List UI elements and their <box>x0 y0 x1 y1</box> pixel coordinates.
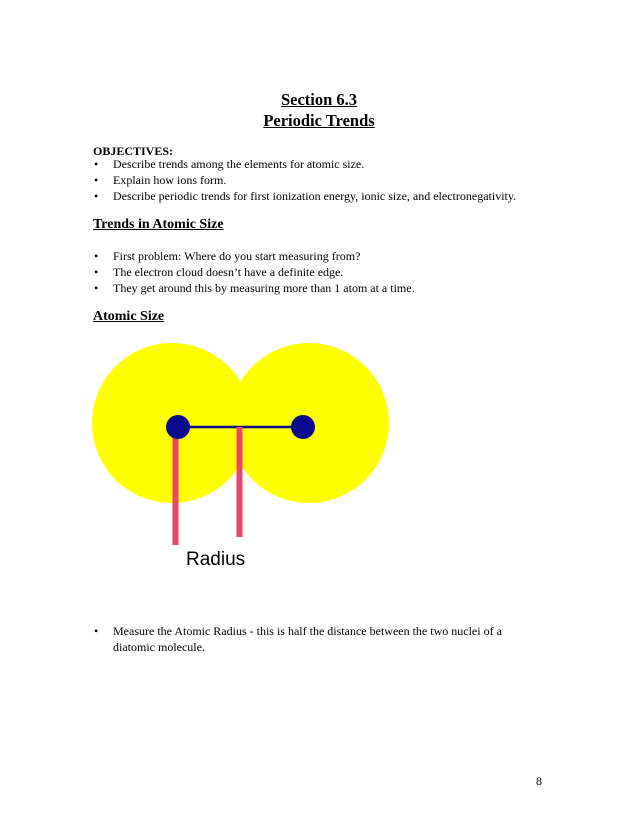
section-title: Section 6.3 <box>280 90 358 109</box>
list-item-text: They get around this by measuring more than 1 atom at a time. <box>113 281 415 295</box>
bullet-icon: • <box>94 173 99 187</box>
bullet-icon: • <box>94 249 99 263</box>
page-number: 8 <box>536 774 542 788</box>
list-item-text: The electron cloud doesn’t have a definite edge. <box>113 265 344 279</box>
bullet-icon: • <box>94 189 99 203</box>
list-item-text: Describe periodic trends for first ionization energy, ionic size, and electronegativity. <box>113 189 517 203</box>
radius-bar-center <box>237 427 243 537</box>
page-title: Periodic Trends <box>263 111 375 130</box>
atomic-size-heading: Atomic Size <box>93 309 165 324</box>
bullet-icon: • <box>94 157 99 171</box>
trends-heading: Trends in Atomic Size <box>93 217 224 232</box>
list-item-text: First problem: Where do you start measuring from? <box>113 249 361 263</box>
list-item <box>93 623 533 655</box>
list-item-text: Measure the Atomic Radius - this is half the distance between the two nuclei of a diatomic molecule. <box>113 624 502 654</box>
list-item-text: Describe trends among the elements for atomic size. <box>113 157 365 171</box>
radius-bar-left <box>173 433 179 545</box>
nucleus-right <box>291 415 315 439</box>
list-item-text: Explain how ions form. <box>113 173 227 187</box>
bullet-icon: • <box>94 624 99 638</box>
nucleus-left <box>166 415 190 439</box>
bullet-icon: • <box>94 281 99 295</box>
radius-label: Radius <box>186 549 246 570</box>
bullet-icon: • <box>94 265 99 279</box>
objectives-heading: OBJECTIVES: <box>93 144 174 158</box>
measure-list <box>93 623 533 655</box>
